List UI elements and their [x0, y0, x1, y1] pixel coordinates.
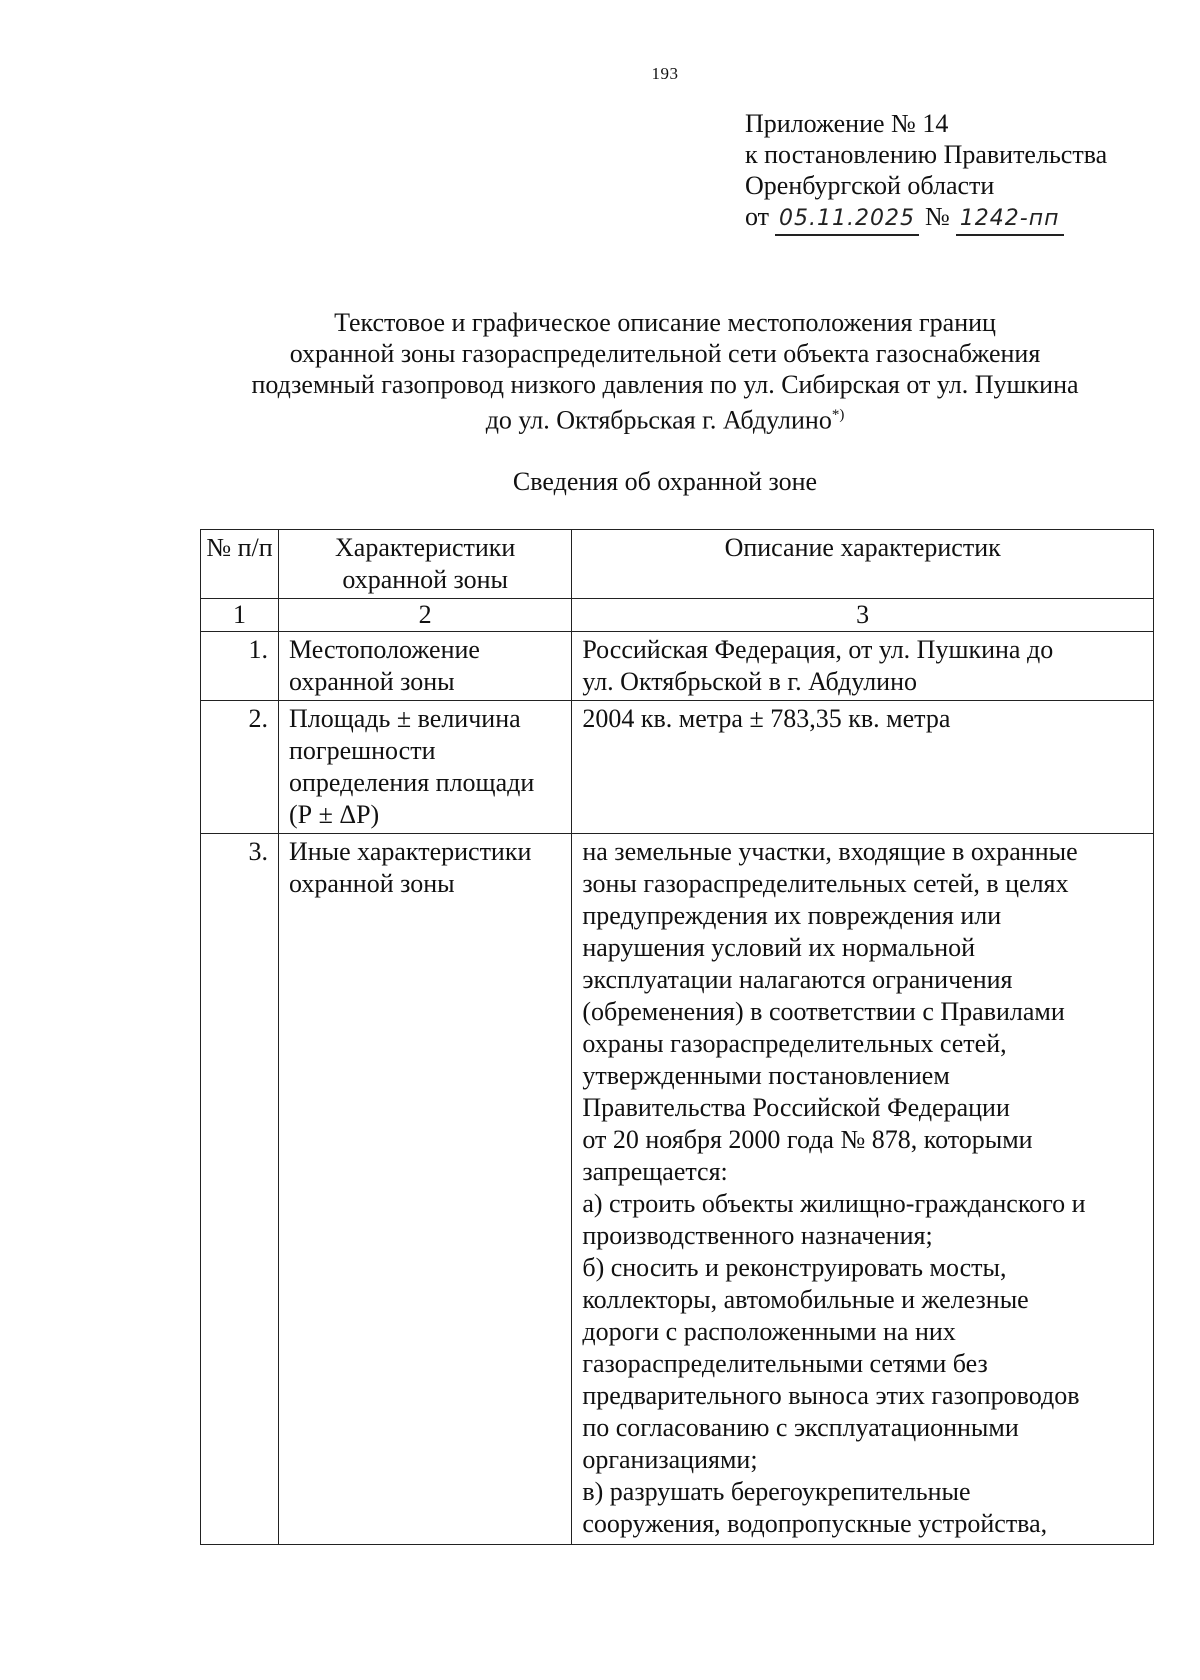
row-characteristic: Площадь ± величина погрешности определения площади (Р ± ΔР) — [278, 701, 571, 834]
description-line: 2004 кв. метра ± 783,35 кв. метра — [582, 704, 951, 733]
description-line: б) сносить и реконструировать мосты, — [582, 1253, 1007, 1282]
number-label: № — [925, 202, 950, 231]
from-label: от — [745, 202, 770, 231]
header-description: Описание характеристик — [572, 530, 1154, 599]
table-header-row — [201, 530, 1154, 599]
description-line: газораспределительными сетями без — [582, 1349, 988, 1378]
handwritten-date: 05.11.2025 — [775, 203, 919, 236]
row-characteristic: Местоположение охранной зоны — [278, 632, 571, 701]
row-description — [572, 632, 1154, 701]
row-number: 2. — [201, 701, 279, 834]
description-line: запрещается: — [582, 1157, 728, 1186]
header-number: № п/п — [201, 530, 279, 599]
page-number: 193 — [651, 64, 679, 83]
appendix-line-3: Оренбургской области — [745, 171, 995, 200]
row-number: 1. — [201, 632, 279, 701]
table-row — [201, 632, 1154, 701]
description-line: сооружения, водопропускные устройства, — [582, 1509, 1048, 1538]
title-line-4 — [150, 400, 1180, 436]
description-line: на земельные участки, входящие в охранные — [582, 837, 1078, 866]
description-line: зоны газораспределительных сетей, в целях — [582, 869, 1069, 898]
zone-info-table — [200, 529, 1154, 1545]
header-characteristic: Характеристики охранной зоны — [278, 530, 571, 599]
description-line: коллекторы, автомобильные и железные — [582, 1285, 1029, 1314]
description-line: организациями; — [582, 1445, 758, 1474]
handwritten-number: 1242-пп — [956, 203, 1064, 236]
description-line: (обременения) в соответствии с Правилами — [582, 997, 1065, 1026]
description-line: эксплуатации налагаются ограничения — [582, 965, 1013, 994]
appendix-line-1: Приложение № 14 — [745, 109, 949, 138]
description-line: Правительства Российской Федерации — [582, 1093, 1010, 1122]
description-line: в) разрушать берегоукрепительные — [582, 1477, 971, 1506]
column-number-row — [201, 599, 1154, 632]
title-line-4-text: до ул. Октябрьская г. Абдулино — [485, 405, 832, 435]
description-line: нарушения условий их нормальной — [582, 933, 976, 962]
description-line: предупреждения их повреждения или — [582, 901, 1002, 930]
appendix-block — [745, 108, 1107, 236]
row-description — [572, 701, 1154, 834]
description-line: от 20 ноября 2000 года № 878, которыми — [582, 1125, 1033, 1154]
column-number-3: 3 — [572, 599, 1154, 632]
table-row — [201, 834, 1154, 1545]
column-number-1: 1 — [201, 599, 279, 632]
appendix-date-number — [745, 201, 1107, 236]
title-line-2: охранной зоны газораспределительной сети объекта газоснабжения — [289, 339, 1041, 368]
description-line: производственного назначения; — [582, 1221, 933, 1250]
description-line: Российская Федерация, от ул. Пушкина до — [582, 635, 1054, 664]
title-line-1: Текстовое и графическое описание местоположения границ — [334, 308, 996, 337]
description-line: предварительного выноса этих газопроводов — [582, 1381, 1080, 1410]
footnote-mark: *) — [831, 407, 845, 423]
description-line: утвержденными постановлением — [582, 1061, 950, 1090]
row-number: 3. — [201, 834, 279, 1545]
description-line: по согласованию с эксплуатационными — [582, 1413, 1019, 1442]
row-description — [572, 834, 1154, 1545]
row-characteristic: Иные характеристики охранной зоны — [278, 834, 571, 1545]
description-line: охраны газораспределительных сетей, — [582, 1029, 1007, 1058]
document-title — [150, 307, 1180, 436]
description-line: дороги с расположенными на них — [582, 1317, 956, 1346]
section-subtitle: Сведения об охранной зоне — [512, 467, 818, 496]
description-line: ул. Октябрьской в г. Абдулино — [582, 667, 918, 696]
column-number-2: 2 — [278, 599, 571, 632]
title-line-3: подземный газопровод низкого давления по ул. Сибирская от ул. Пушкина — [251, 370, 1079, 399]
appendix-line-2: к постановлению Правительства — [745, 140, 1108, 169]
table-row — [201, 701, 1154, 834]
description-line: а) строить объекты жилищно-гражданского и — [582, 1189, 1086, 1218]
